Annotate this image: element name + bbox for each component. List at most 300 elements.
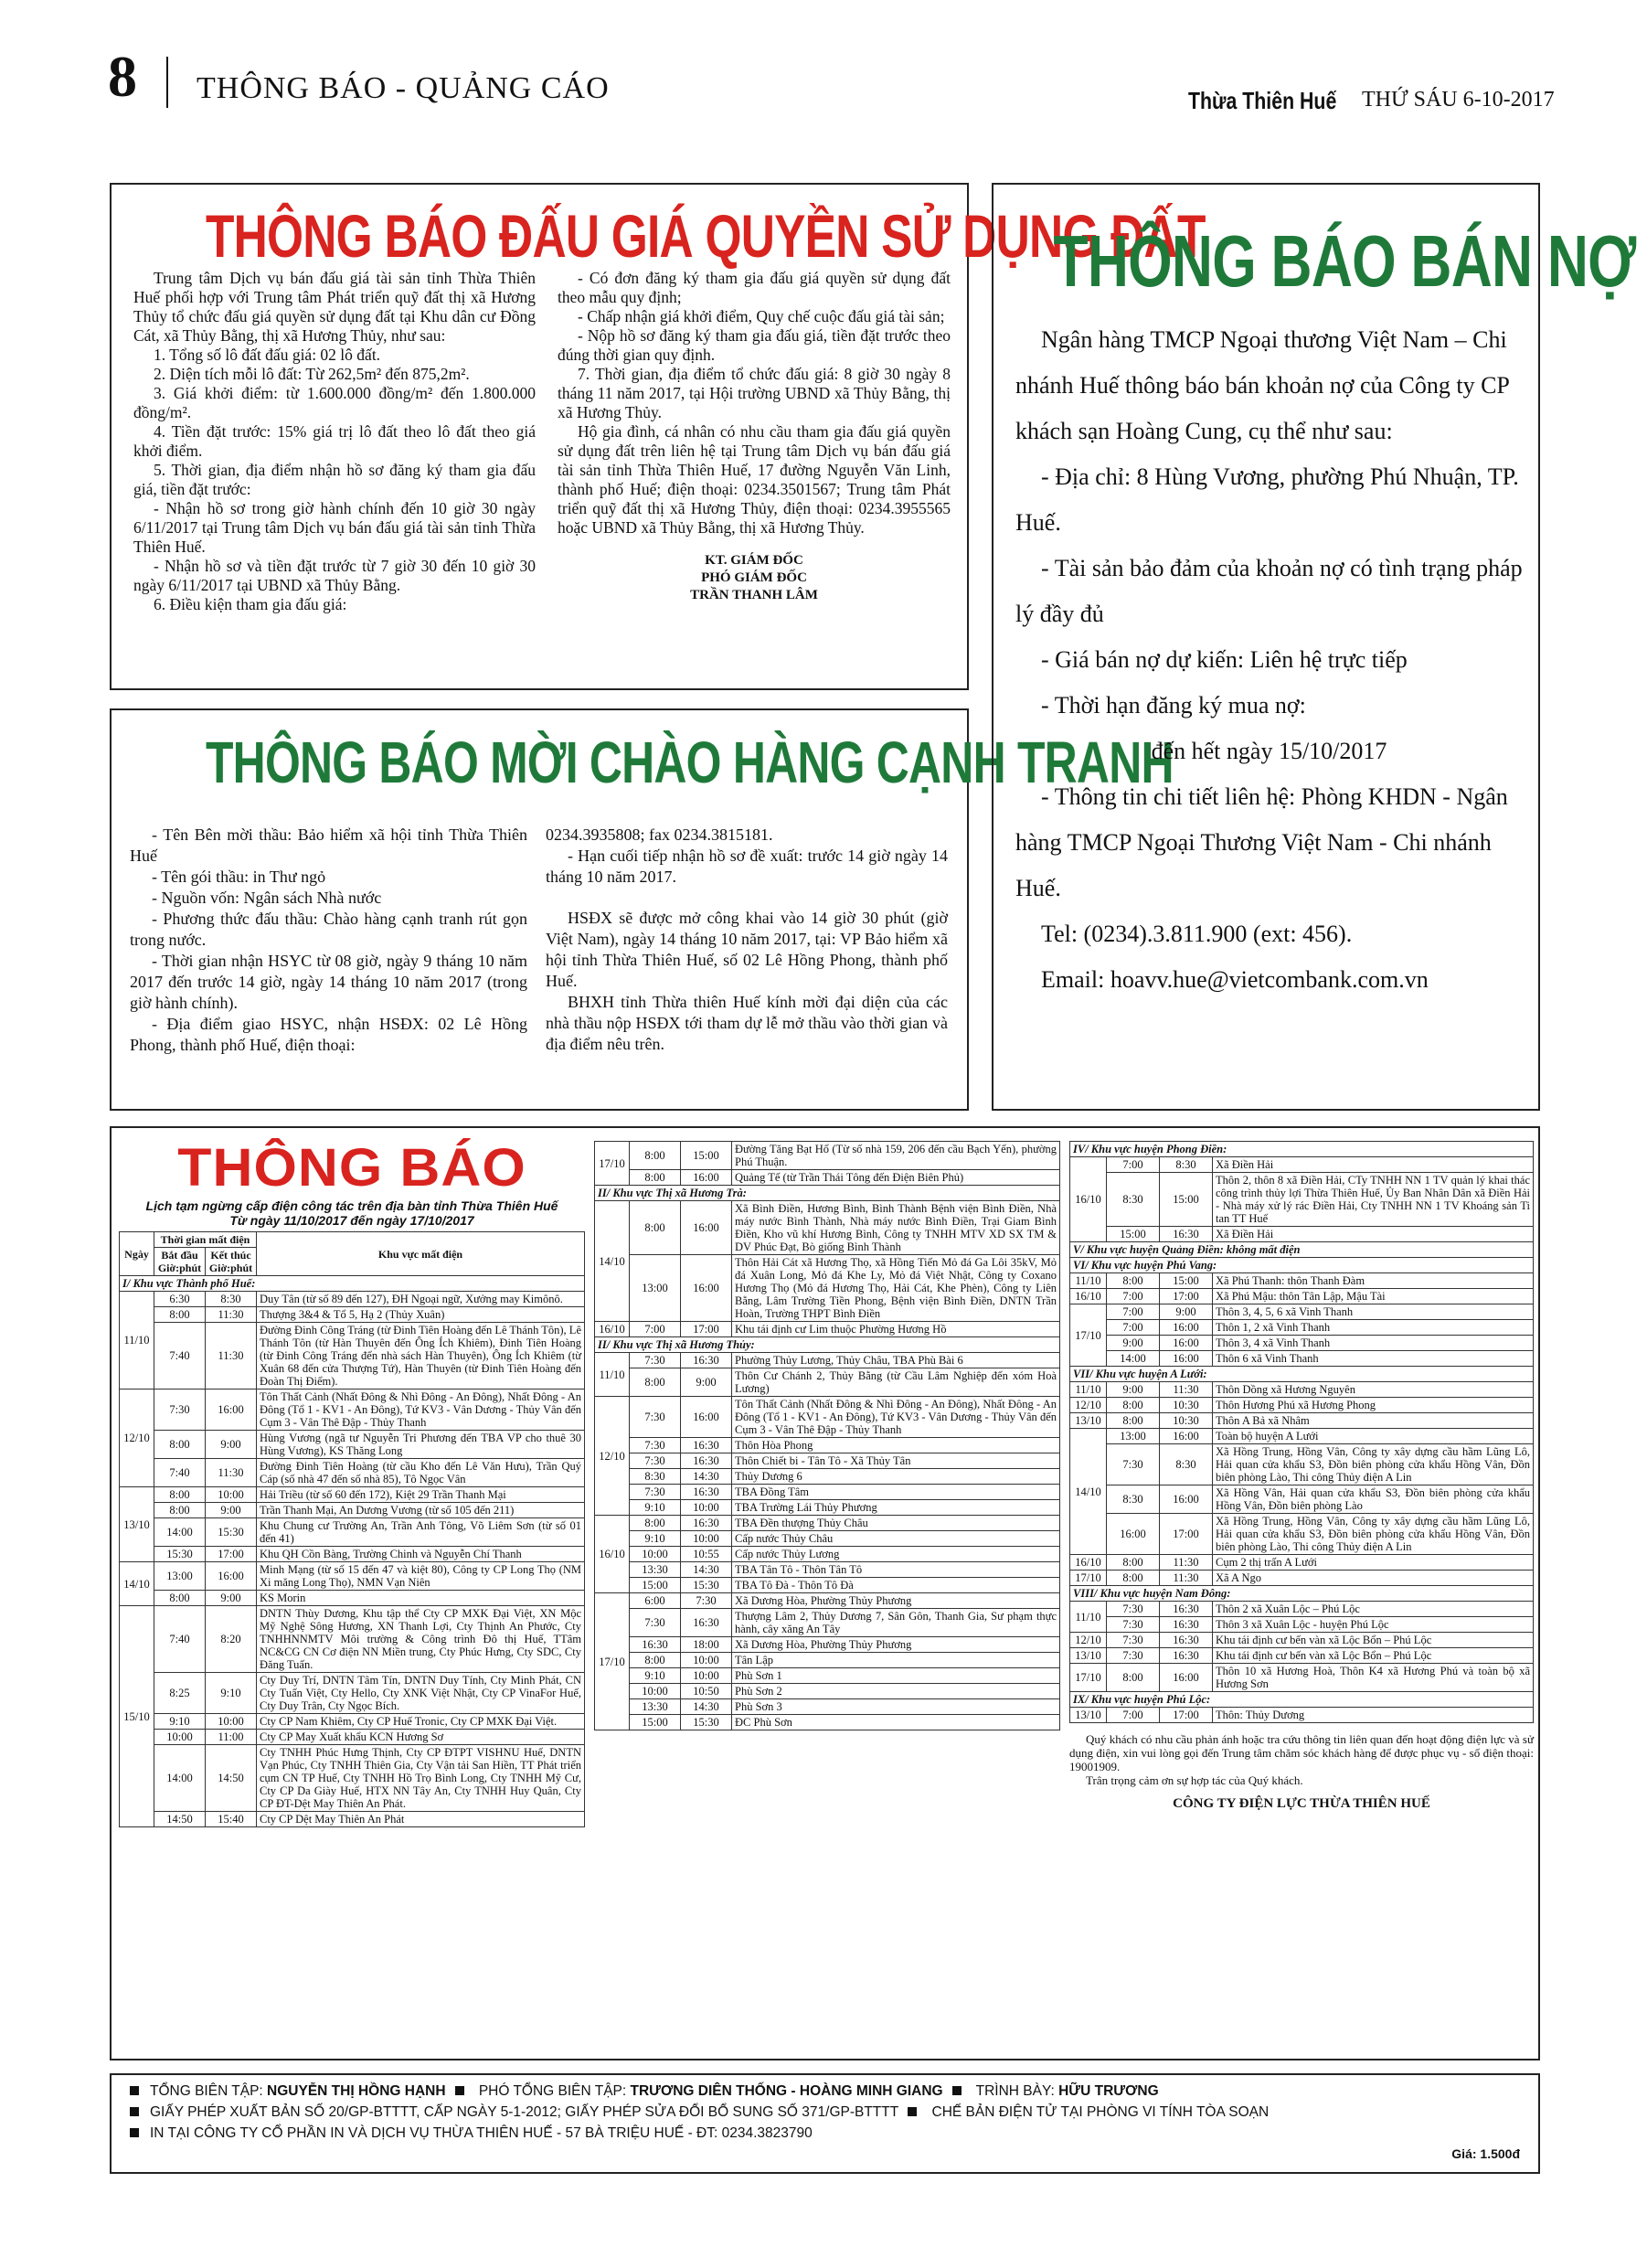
outage-start-time: 15:00 [630,1578,681,1593]
outage-start-time: 9:00 [1107,1336,1160,1351]
outage-end-time: 17:00 [206,1547,257,1562]
debt-deadline: đến hết ngày 15/10/2017 [1151,738,1387,764]
debt-sale-notice [992,183,1636,1111]
outage-column-2 [594,1141,1060,1730]
outage-end-time: 11:00 [206,1730,257,1745]
outage-row [1070,1227,1534,1242]
footer-label: TỔNG BIÊN TẬP: [150,2083,268,2099]
outage-title: THÔNG BÁO [177,1138,526,1198]
tender-paragraph: - Nguồn vốn: Ngân sách Nhà nước [152,889,382,907]
debt-paragraph: - Địa chỉ: 8 Hùng Vương, phường Phú Nhuận, TP. Huế. [1015,463,1519,536]
outage-row [1070,1320,1534,1336]
col-header-start: Bắt đầu Giờ:phút [154,1248,206,1276]
outage-end-time: 15:40 [206,1812,257,1827]
outage-row [595,1368,1060,1397]
debt-paragraph: Tel: (0234).3.811.900 (ext: 456). [1041,921,1353,947]
outage-start-time: 16:30 [630,1637,681,1653]
region-heading: II/ Khu vực Thị xã Hương Thủy: [595,1337,1060,1353]
outage-row [120,1562,585,1591]
outage-row [595,1170,1060,1186]
outage-area: Cty TNHH Phúc Hưng Thịnh, Cty CP ĐTPT VISHNU Huế, DNTN Vạn Phúc, Cty TNHH Thiên Gia, Cty Vận tải San Hiền, TT Phát triển cụm CN TP Huế, Cty TNHH Hồ Trọ Bình Long, Cty TNHH Mỹ Cư, Cty CP Da Giày Huế, HTX NN Tây An, Cty TNHH Huy Quân, Cty CP ĐT-Dệt May Thiên An Phát. [257,1745,585,1812]
outage-end-time: 17:00 [1160,1289,1213,1304]
outage-row [120,1323,585,1390]
outage-day: 17/10 [1070,1664,1107,1692]
outage-area: Xã Hồng Trung, Hồng Vân, Công ty xây dựng cầu hầm Lũng Lô, Hải quan cửa khẩu S3, Đồn biên phòng cửa khẩu Hồng Vân, Đồn biên phòng Lào, Thi công Thủy điện A Lin [1213,1444,1534,1485]
outage-end-time: 10:30 [1160,1413,1213,1429]
outage-area: Xã Hồng Trung, Hồng Vân, Công ty xây dựng cầu hầm Lũng Lô, Hải quan cửa khẩu S3, Đồn biên phòng cửa khẩu Hồng Vân, Đồn biên phòng Lào, Thi công Thủy điện A Lin [1213,1514,1534,1555]
outage-start-time: 9:10 [154,1714,206,1730]
outage-end-time: 9:00 [206,1591,257,1606]
outage-start-time: 16:00 [1107,1514,1160,1555]
footer-label: PHÓ TỔNG BIÊN TẬP: [474,2083,631,2099]
outage-row [1070,1157,1534,1173]
footer-license [130,2102,1520,2123]
outage-area: Xã Dương Hòa, Phường Thủy Phương [732,1637,1060,1653]
debt-body [1015,317,1523,1003]
outage-start-time: 14:50 [154,1812,206,1827]
outage-area: Xã A Ngo [1213,1571,1534,1586]
outage-start-time: 9:10 [630,1500,681,1516]
outage-row [1070,1555,1534,1571]
outage-area: Hùng Vương (ngã tư Nguyễn Tri Phương đến TBA VP cho thuê 30 Hùng Vương), KS Thăng Long [257,1431,585,1459]
outage-start-time: 8:00 [630,1170,681,1186]
outage-start-time: 7:30 [1107,1444,1160,1485]
outage-start-time: 14:00 [154,1518,206,1547]
footer-editors [130,2081,1520,2102]
outage-row [1070,1571,1534,1586]
outage-day: 16/10 [595,1322,630,1337]
region-heading-row [595,1337,1060,1353]
outage-end-time: 16:00 [681,1255,732,1322]
outage-rows-2 [595,1142,1060,1730]
outage-end-time: 10:00 [681,1668,732,1684]
outage-end-time: 16:00 [1160,1320,1213,1336]
outage-end-time: 7:30 [681,1593,732,1609]
outage-row [1070,1351,1534,1367]
outage-row [595,1637,1060,1653]
outage-row [595,1397,1060,1438]
outage-area: Cty CP Nam Khiêm, Cty CP Huế Tronic, Cty CP MXK Đại Việt. [257,1714,585,1730]
debt-paragraph: Email: hoavv.hue@vietcombank.com.vn [1041,966,1429,993]
outage-start-time: 7:40 [154,1323,206,1390]
masthead-footer [110,2073,1540,2174]
typesetting-text: CHẾ BẢN ĐIỆN TỬ TẠI PHÒNG VI TÍNH TÒA SOẠN [928,2104,1270,2120]
outage-day: 13/10 [120,1487,154,1562]
outage-row [1070,1648,1534,1664]
outage-area: Tôn Thất Cảnh (Nhất Đông & Nhì Đông - An Đông), Nhất Đông - An Đông (Tổ 1 - KV1 - An Đông), Tứ KV3 - Vân Dương - Thủy Vân đến Cụm 3 - Vân Thê Đập - Thủy Thanh [257,1390,585,1431]
outage-start-time: 8:00 [154,1307,206,1323]
outage-table-3 [1069,1141,1534,1723]
auction-left-column [133,269,536,614]
outage-row [120,1307,585,1323]
outage-area: Đường Tăng Bạt Hổ (Từ số nhà 159, 206 đến cầu Bạch Yến), phường Phú Thuận. [732,1142,1060,1170]
outage-row [595,1699,1060,1715]
outage-end-time: 11:30 [1160,1555,1213,1571]
outage-start-time: 8:00 [1107,1413,1160,1429]
printer-text: IN TẠI CÔNG TY CỔ PHẦN IN VÀ DỊCH VỤ THỪA THIÊN HUẾ - 57 BÀ TRIỆU HUẾ - ĐT: 0234.3823790 [150,2125,813,2141]
outage-area: Khu tái định cư bến vàn xã Lộc Bổn – Phú Lộc [1213,1633,1534,1648]
outage-company: CÔNG TY ĐIỆN LỰC THỪA THIÊN HUẾ [1173,1796,1430,1811]
tender-paragraph: - Thời gian nhận HSYC từ 08 giờ, ngày 9 tháng 10 năm 2017 đến trước 14 giờ, ngày 14 tháng 10 năm 2017 (trong giờ hành chính). [130,952,527,1012]
outage-row [595,1201,1060,1255]
footer-printer [130,2123,1520,2144]
outage-area: Tân Lập [732,1653,1060,1668]
outage-area: Thôn: Thủy Dương [1213,1708,1534,1723]
outage-area: Thôn A Bả xã Nhâm [1213,1413,1534,1429]
outage-area: Thủy Dương 6 [732,1469,1060,1485]
outage-day: 16/10 [1070,1555,1107,1571]
signature-line: KT. GIÁM ĐỐC [705,553,803,568]
outage-row [120,1487,585,1503]
outage-area: Thôn 1, 2 xã Vinh Thanh [1213,1320,1534,1336]
outage-end-time: 9:00 [681,1368,732,1397]
outage-start-time: 15:00 [1107,1227,1160,1242]
outage-day: 13/10 [1070,1648,1107,1664]
auction-paragraph: Trung tâm Dịch vụ bán đấu giá tài sản tỉnh Thừa Thiên Huế phối hợp với Trung tâm Phát triển quỹ đất thị xã Hương Thủy tổ chức đấu giá quyền sử dụng đất tại Khu dân cư Đồng Cát, xã Thủy Bằng, thị xã Hương Thủy, như sau: [133,269,536,345]
outage-contact-note: Quý khách có nhu cầu phản ánh hoặc tra cứu thông tin liên quan đến hoạt động điện lực và sử dụng điện, xin vui lòng gọi đến Trung tâm chăm sóc khách hàng để được phục vụ - số điện thoại: 19001909. [1069,1732,1534,1773]
outage-day: 17/10 [595,1142,630,1186]
outage-area: Cty Duy Trí, DNTN Tâm Tín, DNTN Duy Tính, Cty Minh Phát, CN Cty Tuấn Việt, Cty Hello, Cty XNK Việt Nhật, Cty CP VinaFor Huế, Cty Duy Trân, Cty Ngọc Bích. [257,1673,585,1714]
outage-row [120,1591,585,1606]
outage-start-time: 8:00 [1107,1571,1160,1586]
region-heading-row [1070,1586,1534,1602]
outage-date-range: Từ ngày 11/10/2017 đến ngày 17/10/2017 [229,1213,474,1228]
outage-end-time: 16:00 [681,1397,732,1438]
region-heading: V/ Khu vực huyện Quảng Điền: không mất điện [1070,1242,1534,1258]
outage-row [1070,1289,1534,1304]
outage-day: 14/10 [595,1201,630,1322]
outage-area: TBA Tân Tô - Thôn Tân Tô [732,1562,1060,1578]
outage-area: Khu tái định cư bến vàn xã Lộc Bổn – Phú Lộc [1213,1648,1534,1664]
outage-area: Xã Hồng Vân, Hải quan cửa khẩu S3, Đồn biên phòng cửa khẩu Hồng Vân, Đồn biên phòng Lào [1213,1485,1534,1514]
outage-day: 16/10 [1070,1289,1107,1304]
outage-end-time: 11:30 [206,1307,257,1323]
auction-paragraph: 3. Giá khởi điểm: từ 1.600.000 đồng/m² đến 1.800.000 đồng/m². [133,384,536,421]
outage-day: 16/10 [595,1516,630,1593]
debt-paragraph: - Thời hạn đăng ký mua nợ: [1041,692,1306,719]
outage-day: 11/10 [1070,1273,1107,1289]
outage-start-time: 13:30 [630,1562,681,1578]
outage-start-time: 8:30 [630,1469,681,1485]
outage-row [1070,1444,1534,1485]
outage-start-time: 7:30 [630,1453,681,1469]
outage-end-time: 16:00 [1160,1351,1213,1367]
outage-row [595,1469,1060,1485]
auction-paragraph: 7. Thời gian, địa điểm tổ chức đấu giá: 8 giờ 30 ngày 8 tháng 11 năm 2017, tại Hội trường UBND xã Thủy Bằng, thị xã Hương Thủy. [558,365,951,421]
region-heading-row [595,1186,1060,1201]
outage-day: 17/10 [1070,1571,1107,1586]
section-title: THÔNG BÁO - QUẢNG CÁO [197,71,610,105]
outage-area: Thôn 2 xã Xuân Lộc – Phú Lộc [1213,1602,1534,1617]
signature-line: PHÓ GIÁM ĐỐC [701,570,807,585]
outage-end-time: 16:00 [1160,1429,1213,1444]
outage-start-time: 7:30 [1107,1648,1160,1664]
outage-row [120,1673,585,1714]
outage-area: Xã Phú Thanh: thôn Thanh Đàm [1213,1273,1534,1289]
outage-end-time: 11:30 [1160,1571,1213,1586]
outage-end-time: 8:30 [206,1292,257,1307]
issue-date: THỨ SÁU 6-10-2017 [1362,88,1555,112]
outage-area: Tôn Thất Cảnh (Nhất Đông & Nhì Đông - An Đông), Nhất Đông - An Đông (Tổ 1 - KV1 - An Đông), Tứ KV3 - Vân Dương - Thủy Vân đến Cụm 3 - Vân Thê Đập - Thủy Thanh [732,1397,1060,1438]
outage-end-time: 11:30 [1160,1382,1213,1398]
outage-area: Thôn Hải Cát xã Hương Thọ, xã Hồng Tiến Mỏ đá Ga Lôi 35kV, Mỏ đá Xuân Long, Mỏ đá Khe Ly, Mỏ đá Việt Nhật, Công ty Coxano Hương Thọ (Mỏ đá Hương Thọ, Hải Cát, Khe Phèn), Công ty Liên Bằng, Lâm Trường Tiền Phong, Bệnh viện Bình Điền, DNTN Trần Hoàn, Trường THPT Bình Điền [732,1255,1060,1322]
outage-area: Quảng Tế (từ Trần Thái Tông đến Điện Biên Phủ) [732,1170,1060,1186]
outage-end-time: 15:00 [1160,1173,1213,1227]
outage-start-time: 8:00 [154,1431,206,1459]
outage-start-time: 8:00 [630,1142,681,1170]
outage-table-1 [119,1231,585,1827]
outage-start-time: 7:30 [630,1609,681,1637]
outage-row [1070,1617,1534,1633]
outage-row [595,1668,1060,1684]
outage-start-time: 7:30 [1107,1602,1160,1617]
outage-end-time: 14:30 [681,1562,732,1578]
outage-end-time: 10:55 [681,1547,732,1562]
outage-row [595,1516,1060,1531]
auction-paragraph: - Chấp nhận giá khởi điểm, Quy chế cuộc đấu giá tài sản; [578,307,945,325]
outage-column-3 [1069,1141,1534,1812]
region-heading-row [120,1276,585,1292]
tender-paragraph: - Tên Bên mời thầu: Bảo hiểm xã hội tỉnh Thừa Thiên Huế [130,825,527,865]
outage-day: 11/10 [1070,1602,1107,1633]
outage-start-time: 8:00 [1107,1664,1160,1692]
outage-row [595,1715,1060,1730]
outage-row [120,1606,585,1673]
outage-area: Phù Sơn 1 [732,1668,1060,1684]
outage-row [1070,1602,1534,1617]
outage-area: TBA Đền thượng Thủy Châu [732,1516,1060,1531]
region-heading: II/ Khu vực Thị xã Hương Trà: [595,1186,1060,1201]
outage-area: Thượng Lâm 2, Thủy Dương 7, Sân Gôn, Thanh Gia, Sư phạm thực hành, cây xăng An Tây [732,1609,1060,1637]
editor-in-chief: NGUYỄN THỊ HỒNG HẠNH [267,2083,446,2099]
outage-end-time: 17:00 [681,1322,732,1337]
col-header-area: Khu vực mất điện [257,1232,585,1276]
outage-end-time: 11:30 [206,1459,257,1487]
outage-start-time: 13:00 [1107,1429,1160,1444]
outage-day: 11/10 [120,1292,154,1390]
outage-area: Cấp nước Thủy Lương [732,1547,1060,1562]
outage-start-time: 8:00 [630,1201,681,1255]
outage-subtitle: Lịch tạm ngừng cấp điện công tác trên địa bàn tỉnh Thừa Thiên Huế [145,1198,558,1213]
outage-end-time: 16:30 [681,1438,732,1453]
issue-price: Giá: 1.500đ [1451,2146,1520,2161]
layout-designer: HỮU TRƯƠNG [1058,2083,1159,2099]
outage-row [1070,1304,1534,1320]
tender-right-column [546,825,948,1055]
outage-day: 17/10 [595,1593,630,1730]
outage-start-time: 8:00 [630,1368,681,1397]
outage-area: KS Morin [257,1591,585,1606]
outage-end-time: 16:30 [681,1516,732,1531]
region-heading-row [1070,1258,1534,1273]
auction-paragraph: 4. Tiền đặt trước: 15% giá trị lô đất theo lô đất theo giá khởi điểm. [133,422,536,460]
col-header-day: Ngày [120,1232,154,1276]
signature-line: TRẦN THANH LÂM [690,588,818,602]
auction-paragraph: - Nhận hồ sơ và tiền đặt trước từ 7 giờ 30 đến 10 giờ 30 ngày 6/11/2017 tại UBND xã Thủy Bằng. [133,557,536,594]
outage-area: Cấp nước Thủy Châu [732,1531,1060,1547]
outage-row [595,1653,1060,1668]
outage-start-time: 15:30 [154,1547,206,1562]
outage-start-time: 7:00 [1107,1304,1160,1320]
outage-area: Khu tái định cư Lim thuộc Phường Hương Hồ [732,1322,1060,1337]
outage-area: Cty CP May Xuất khẩu KCN Hương Sơ [257,1730,585,1745]
col-header-period: Thời gian mất điện [154,1232,257,1248]
outage-end-time: 10:00 [681,1500,732,1516]
auction-right-column [558,269,951,604]
outage-start-time: 9:10 [630,1668,681,1684]
outage-area: Trần Thanh Mại, An Dương Vương (từ số 105 đến 211) [257,1503,585,1518]
auction-paragraph: Hộ gia đình, cá nhân có nhu cầu tham gia đấu giá quyền sử dụng đất trên liên hệ tại Trung tâm Dịch vụ bán đấu giá tài sản tỉnh Thừa Thiên Huế, 17 đường Nguyễn Văn Linh, thành phố Huế; điện thoại: 0234.3501567; Trung tâm Phát triển quỹ đất thị xã Hương Thủy, điện thoại: 0234.3955565 hoặc UBND xã Thủy Bằng, thị xã Hương Thủy. [558,422,951,537]
outage-area: Thôn Cư Chánh 2, Thủy Bằng (từ Cầu Lâm Nghiệp đến xóm Hoà Lương) [732,1368,1060,1397]
outage-end-time: 16:00 [1160,1485,1213,1514]
debt-title: THÔNG BÁO BÁN NỢ [1053,220,1636,302]
outage-row [595,1684,1060,1699]
outage-start-time: 7:40 [154,1459,206,1487]
outage-end-time: 18:00 [681,1637,732,1653]
outage-start-time: 7:00 [1107,1708,1160,1723]
outage-row [595,1485,1060,1500]
outage-start-time: 7:30 [630,1397,681,1438]
outage-area: Thôn Chiết bi - Tân Tô - Xã Thủy Tân [732,1453,1060,1469]
tender-paragraph: BHXH tỉnh Thừa thiên Huế kính mời đại diện của các nhà thầu nộp HSĐX tới tham dự lễ mở thầu vào thời gian và địa điểm nêu trên. [546,993,948,1053]
outage-end-time: 10:00 [206,1487,257,1503]
region-heading-row [1070,1367,1534,1382]
outage-end-time: 14:50 [206,1745,257,1812]
outage-end-time: 10:00 [206,1714,257,1730]
outage-row [595,1322,1060,1337]
outage-row [1070,1273,1534,1289]
tender-left-column [130,825,527,1056]
outage-end-time: 16:00 [206,1390,257,1431]
region-heading: VI/ Khu vực huyện Phú Vang: [1070,1258,1534,1273]
outage-start-time: 7:30 [630,1485,681,1500]
outage-area: Toàn bộ huyện A Lưới [1213,1429,1534,1444]
outage-end-time: 16:30 [1160,1648,1213,1664]
outage-end-time: 9:00 [1160,1304,1213,1320]
auction-paragraph: 2. Diện tích mỗi lô đất: Từ 262,5m² đến 875,2m². [154,365,470,383]
outage-start-time: 10:00 [630,1547,681,1562]
outage-row [1070,1708,1534,1723]
outage-end-time: 10:30 [1160,1398,1213,1413]
outage-end-time: 17:00 [1160,1514,1213,1555]
outage-area: Hải Triều (từ số 60 đến 172), Kiệt 29 Trần Thanh Mại [257,1487,585,1503]
outage-day: 13/10 [1070,1708,1107,1723]
outage-area: Thôn 6 xã Vinh Thanh [1213,1351,1534,1367]
outage-row [1070,1633,1534,1648]
outage-start-time: 8:00 [1107,1273,1160,1289]
outage-end-time: 10:00 [681,1531,732,1547]
auction-notice [110,183,1206,690]
auction-paragraph: 5. Thời gian, địa điểm nhận hồ sơ đăng ký tham gia đấu giá, tiền đặt trước: [133,461,536,498]
auction-title: THÔNG BÁO ĐẤU GIÁ QUYỀN SỬ DỤNG ĐẤT [205,202,1206,270]
tender-paragraph: - Hạn cuối tiếp nhận hồ sơ đề xuất: trước 14 giờ ngày 14 tháng 10 năm 2017. [546,847,948,886]
outage-day: 12/10 [120,1390,154,1487]
outage-start-time: 15:00 [630,1715,681,1730]
auction-paragraph: - Nhận hồ sơ trong giờ hành chính đến 10 giờ 30 ngày 6/11/2017 tại Trung tâm Dịch vụ bán đấu giá tài sản tỉnh Thừa Thiên Huế. [133,499,536,556]
outage-end-time: 16:30 [1160,1227,1213,1242]
outage-row [595,1593,1060,1609]
outage-area: Khu QH Cồn Bàng, Trường Chinh và Nguyễn Chí Thanh [257,1547,585,1562]
newspaper-name: Thừa Thiên Huế [1188,87,1337,114]
outage-start-time: 7:00 [630,1322,681,1337]
outage-end-time: 14:30 [681,1699,732,1715]
outage-area: Thượng 3&4 & Tổ 5, Hạ 2 (Thủy Xuân) [257,1307,585,1323]
outage-start-time: 7:30 [1107,1617,1160,1633]
outage-row [120,1292,585,1307]
outage-start-time: 8:00 [1107,1398,1160,1413]
outage-row [1070,1336,1534,1351]
region-heading-row [1070,1242,1534,1258]
auction-signature [558,552,951,604]
outage-end-time: 11:30 [206,1323,257,1390]
outage-end-time: 9:00 [206,1431,257,1459]
outage-start-time: 13:30 [630,1699,681,1715]
outage-area: TBA Đồng Tâm [732,1485,1060,1500]
outage-start-time: 13:00 [154,1562,206,1591]
tender-paragraph: - Địa điểm giao HSYC, nhận HSĐX: 02 Lê Hồng Phong, thành phố Huế, điện thoại: [130,1015,527,1054]
outage-end-time: 17:00 [1160,1708,1213,1723]
outage-area: Xã Phú Mậu: thôn Tân Lập, Mậu Tài [1213,1289,1534,1304]
outage-area: Xã Điền Hải [1213,1157,1534,1173]
auction-paragraph: 1. Tổng số lô đất đấu giá: 02 lô đất. [154,346,381,364]
debt-paragraph: - Giá bán nợ dự kiến: Liên hệ trực tiếp [1041,646,1408,673]
outage-area: Cty CP Dệt May Thiên An Phát [257,1812,585,1827]
outage-area: Minh Mạng (từ số 15 đến 47 và kiệt 80), Công ty CP Long Thọ (NM Xi măng Long Thọ), NMN Vạn Niên [257,1562,585,1591]
debt-paragraph: - Tài sản bảo đảm của khoản nợ có tình trạng pháp lý đầy đủ [1015,555,1523,627]
outage-row [1070,1429,1534,1444]
outage-area: Thôn Dồng xã Hương Nguyên [1213,1382,1534,1398]
outage-day: 12/10 [1070,1398,1107,1413]
outage-row [1070,1398,1534,1413]
outage-area: Phù Sơn 2 [732,1684,1060,1699]
outage-area: Đường Đinh Công Tráng (từ Đinh Tiên Hoàng đến Lê Thánh Tôn), Lê Thánh Tôn (từ Hàn Thuyên đến Ông Ích Khiêm), Đinh Tiên Hoàng (từ Đinh Công Tráng đến nhà sách Hàn Thuyên), Ông Ích Khiêm (từ Xuân 68 đến cửa Thượng Tứ), Hàn Thuyên (từ Đinh Tiên Hoàng đến Đoàn Thị Điểm). [257,1323,585,1390]
outage-row [595,1562,1060,1578]
outage-column-1 [119,1137,585,1827]
outage-row [120,1390,585,1431]
outage-end-time: 16:30 [1160,1617,1213,1633]
outage-end-time: 15:30 [681,1715,732,1730]
outage-area: Xã Bình Điền, Hương Bình, Bình Thành Bệnh viện Bình Điền, Nhà máy nước Bình Thành, Nhà máy nước Bình Điền, Trại Giam Bình Điền, Kho vũ khí Hương Bình, Công ty TNHH MTV XD SX TM & DV Phúc Đạt, Bò giống Bình Thành [732,1201,1060,1255]
outage-start-time: 14:00 [1107,1351,1160,1367]
outage-day: 17/10 [1070,1304,1107,1367]
outage-row [595,1609,1060,1637]
outage-area: Thôn Hòa Phong [732,1438,1060,1453]
outage-rows-1 [120,1276,585,1827]
outage-start-time: 8:30 [1107,1485,1160,1514]
outage-row [595,1531,1060,1547]
footer-label: TRÌNH BÀY: [972,2083,1059,2099]
outage-row [120,1459,585,1487]
region-heading: VII/ Khu vực huyện A Lưới: [1070,1367,1534,1382]
outage-end-time: 8:20 [206,1606,257,1673]
outage-day: 12/10 [1070,1633,1107,1648]
outage-day: 13/10 [1070,1413,1107,1429]
tender-paragraph: - Tên gói thầu: in Thư ngỏ [152,868,326,886]
outage-start-time: 9:00 [1107,1382,1160,1398]
debt-paragraph: Ngân hàng TMCP Ngoại thương Việt Nam – Chi nhánh Huế thông báo bán khoản nợ của Công ty CP khách sạn Hoàng Cung, cụ thể như sau: [1015,326,1509,444]
region-heading-row [1070,1142,1534,1157]
auction-paragraph: - Có đơn đăng ký tham gia đấu giá quyền sử dụng đất theo mẫu quy định; [558,269,951,306]
outage-area: TBA Tô Đà - Thôn Tô Đà [732,1578,1060,1593]
outage-end-time: 16:30 [681,1353,732,1368]
outage-area: Xã Điền Hải [1213,1227,1534,1242]
col-header-end: Kết thúc Giờ:phút [206,1248,257,1276]
outage-end-time: 8:30 [1160,1157,1213,1173]
outage-row [120,1547,585,1562]
deputy-editors: TRƯƠNG DIÊN THỐNG - HOÀNG MINH GIANG [630,2083,943,2099]
outage-table-2 [594,1141,1060,1730]
outage-start-time: 6:00 [630,1593,681,1609]
